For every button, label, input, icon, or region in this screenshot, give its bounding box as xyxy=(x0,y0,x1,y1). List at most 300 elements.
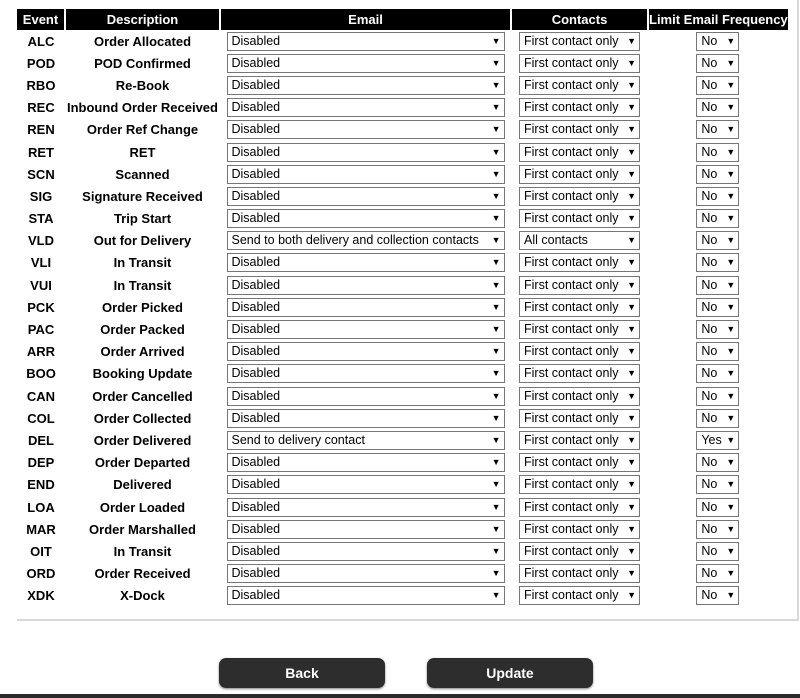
table-row xyxy=(17,230,788,252)
email-select[interactable] xyxy=(227,475,505,494)
limit-frequency-select[interactable] xyxy=(696,32,739,51)
chevron-down-icon: ▼ xyxy=(627,501,636,512)
email-cell xyxy=(220,230,511,252)
limit-select-value: No xyxy=(701,100,718,115)
limit-select-value: No xyxy=(701,566,718,581)
contacts-cell xyxy=(511,52,648,74)
chevron-down-icon: ▼ xyxy=(627,213,636,224)
limit-select-value: No xyxy=(701,188,718,203)
email-select-value: Disabled xyxy=(231,499,281,514)
chevron-down-icon: ▼ xyxy=(491,35,501,46)
chevron-down-icon: ▼ xyxy=(726,279,736,290)
event-code: VUI xyxy=(30,277,52,293)
event-description: Signature Received xyxy=(82,188,203,204)
contacts-select[interactable] xyxy=(519,32,640,51)
limit-cell xyxy=(648,52,788,74)
contacts-select-value: First contact only xyxy=(524,499,619,514)
table-row xyxy=(17,30,788,52)
limit-cell xyxy=(648,540,788,562)
email-select[interactable] xyxy=(227,32,505,51)
email-select-value: Disabled xyxy=(231,77,281,92)
back-button[interactable]: Back xyxy=(219,658,385,688)
event-description: Order Packed xyxy=(100,322,185,338)
table-row xyxy=(17,563,788,585)
contacts-select-value: First contact only xyxy=(524,255,619,270)
contacts-cell xyxy=(511,429,648,451)
table-row xyxy=(17,585,788,607)
contacts-select-value: First contact only xyxy=(524,188,619,203)
email-cell xyxy=(220,563,511,585)
event-description: Order Delivered xyxy=(93,432,192,448)
limit-select-value: No xyxy=(701,299,718,314)
limit-frequency-select[interactable] xyxy=(696,586,739,605)
chevron-down-icon: ▼ xyxy=(627,190,636,201)
chevron-down-icon: ▼ xyxy=(491,590,501,601)
event-description: Order Marshalled xyxy=(89,521,196,537)
email-select[interactable] xyxy=(227,542,505,561)
chevron-down-icon: ▼ xyxy=(627,523,636,534)
chevron-down-icon: ▼ xyxy=(726,324,736,335)
contacts-select[interactable] xyxy=(519,542,640,561)
event-description: Out for Delivery xyxy=(93,233,192,249)
email-select-value: Disabled xyxy=(231,211,281,226)
contacts-cell xyxy=(511,230,648,252)
limit-frequency-select[interactable] xyxy=(696,320,739,339)
contacts-cell xyxy=(511,585,648,607)
chevron-down-icon: ▼ xyxy=(627,568,636,579)
event-code: LOA xyxy=(27,499,55,515)
event-code: DEL xyxy=(28,432,54,448)
table-row xyxy=(17,208,788,230)
email-cell xyxy=(220,141,511,163)
chevron-down-icon: ▼ xyxy=(726,190,736,201)
limit-frequency-select[interactable] xyxy=(696,453,739,472)
chevron-down-icon: ▼ xyxy=(627,57,636,68)
event-description: Order Loaded xyxy=(99,499,186,515)
email-select[interactable] xyxy=(227,231,505,250)
chevron-down-icon: ▼ xyxy=(491,213,501,224)
chevron-down-icon: ▼ xyxy=(627,434,636,445)
email-select-value: Disabled xyxy=(231,588,281,603)
email-select[interactable] xyxy=(227,165,505,184)
limit-frequency-select[interactable] xyxy=(696,98,739,117)
chevron-down-icon: ▼ xyxy=(491,412,501,423)
email-select[interactable] xyxy=(227,364,505,383)
chevron-down-icon: ▼ xyxy=(726,235,736,246)
table-row xyxy=(17,74,788,96)
limit-frequency-select[interactable] xyxy=(696,342,739,361)
contacts-select-value: First contact only xyxy=(524,388,619,403)
limit-cell xyxy=(648,252,788,274)
event-description: Order Picked xyxy=(102,299,183,315)
limit-frequency-select[interactable] xyxy=(696,253,739,272)
email-select-value: Disabled xyxy=(231,366,281,381)
limit-cell xyxy=(648,74,788,96)
contacts-select-value: First contact only xyxy=(524,166,619,181)
contacts-cell xyxy=(511,363,648,385)
email-select[interactable] xyxy=(227,342,505,361)
email-cell xyxy=(220,496,511,518)
limit-frequency-select[interactable] xyxy=(696,54,739,73)
table-row xyxy=(17,274,788,296)
limit-select-value: No xyxy=(701,255,718,270)
chevron-down-icon: ▼ xyxy=(491,257,501,268)
contacts-select-value: First contact only xyxy=(524,100,619,115)
limit-frequency-select[interactable] xyxy=(696,409,739,428)
email-cell xyxy=(220,429,511,451)
event-description: Inbound Order Received xyxy=(67,100,218,116)
limit-cell xyxy=(648,563,788,585)
event-code: RBO xyxy=(26,77,56,93)
limit-frequency-select[interactable] xyxy=(696,542,739,561)
limit-cell xyxy=(648,585,788,607)
email-cell xyxy=(220,30,511,52)
chevron-down-icon: ▼ xyxy=(491,146,501,157)
chevron-down-icon: ▼ xyxy=(726,168,736,179)
email-select[interactable] xyxy=(227,520,505,539)
limit-select-value: No xyxy=(701,233,718,248)
contacts-select-value: First contact only xyxy=(524,55,619,70)
chevron-down-icon: ▼ xyxy=(491,57,501,68)
contacts-select[interactable] xyxy=(519,342,640,361)
email-select[interactable] xyxy=(227,187,505,206)
chevron-down-icon: ▼ xyxy=(627,235,636,246)
chevron-down-icon: ▼ xyxy=(726,479,736,490)
contacts-cell xyxy=(511,74,648,96)
chevron-down-icon: ▼ xyxy=(627,146,636,157)
email-select[interactable] xyxy=(227,453,505,472)
email-select[interactable] xyxy=(227,298,505,317)
contacts-select[interactable] xyxy=(519,298,640,317)
header-event: Event xyxy=(17,9,65,30)
limit-cell xyxy=(648,318,788,340)
email-select-value: Disabled xyxy=(231,344,281,359)
contacts-select[interactable] xyxy=(519,231,640,250)
chevron-down-icon: ▼ xyxy=(726,368,736,379)
event-description: In Transit xyxy=(113,277,172,293)
chevron-down-icon: ▼ xyxy=(627,368,636,379)
event-code: PCK xyxy=(27,299,55,315)
limit-cell xyxy=(648,452,788,474)
chevron-down-icon: ▼ xyxy=(627,346,636,357)
chevron-down-icon: ▼ xyxy=(726,501,736,512)
contacts-select[interactable] xyxy=(519,475,640,494)
chevron-down-icon: ▼ xyxy=(627,412,636,423)
chevron-down-icon: ▼ xyxy=(627,590,636,601)
table-row xyxy=(17,318,788,340)
contacts-select[interactable] xyxy=(519,364,640,383)
update-button[interactable]: Update xyxy=(427,658,593,688)
chevron-down-icon: ▼ xyxy=(726,346,736,357)
table-row xyxy=(17,518,788,540)
event-code: DEP xyxy=(27,455,55,471)
limit-select-value: No xyxy=(701,388,718,403)
chevron-down-icon: ▼ xyxy=(726,523,736,534)
limit-frequency-select[interactable] xyxy=(696,143,739,162)
email-select-value: Disabled xyxy=(231,144,281,159)
contacts-select-value: First contact only xyxy=(524,299,619,314)
event-code: REN xyxy=(27,122,55,138)
chevron-down-icon: ▼ xyxy=(491,124,501,135)
email-select-value: Disabled xyxy=(231,166,281,181)
chevron-down-icon: ▼ xyxy=(726,102,736,113)
limit-frequency-select[interactable] xyxy=(696,76,739,95)
contacts-select[interactable] xyxy=(519,54,640,73)
limit-cell xyxy=(648,474,788,496)
chevron-down-icon: ▼ xyxy=(627,102,636,113)
contacts-select[interactable] xyxy=(519,453,640,472)
event-description: In Transit xyxy=(113,255,172,271)
email-select-value: Disabled xyxy=(231,543,281,558)
event-code: SCN xyxy=(27,166,55,182)
contacts-select-value: First contact only xyxy=(524,144,619,159)
email-select[interactable] xyxy=(227,431,505,450)
contacts-select[interactable] xyxy=(519,320,640,339)
event-code: OIT xyxy=(30,543,52,559)
table-row xyxy=(17,341,788,363)
limit-cell xyxy=(648,363,788,385)
event-description: Order Received xyxy=(94,566,191,582)
limit-frequency-select[interactable] xyxy=(696,120,739,139)
chevron-down-icon: ▼ xyxy=(726,390,736,401)
contacts-select-value: First contact only xyxy=(524,566,619,581)
contacts-cell xyxy=(511,185,648,207)
contacts-cell xyxy=(511,296,648,318)
email-cell xyxy=(220,274,511,296)
contacts-select[interactable] xyxy=(519,276,640,295)
contacts-select[interactable] xyxy=(519,253,640,272)
contacts-select[interactable] xyxy=(519,120,640,139)
chevron-down-icon: ▼ xyxy=(491,457,501,468)
limit-frequency-select[interactable] xyxy=(696,564,739,583)
contacts-select[interactable] xyxy=(519,76,640,95)
contacts-select[interactable] xyxy=(519,209,640,228)
contacts-select-value: First contact only xyxy=(524,344,619,359)
contacts-select[interactable] xyxy=(519,143,640,162)
event-description: Order Ref Change xyxy=(86,122,199,138)
email-select-value: Disabled xyxy=(231,277,281,292)
contacts-select[interactable] xyxy=(519,165,640,184)
table-row xyxy=(17,296,788,318)
contacts-select-value: First contact only xyxy=(524,322,619,337)
chevron-down-icon: ▼ xyxy=(627,79,636,90)
limit-frequency-select[interactable] xyxy=(696,387,739,406)
limit-cell xyxy=(648,119,788,141)
table-row xyxy=(17,429,788,451)
limit-frequency-select[interactable] xyxy=(696,520,739,539)
limit-frequency-select[interactable] xyxy=(696,475,739,494)
email-select[interactable] xyxy=(227,409,505,428)
table-row xyxy=(17,496,788,518)
header-description: Description xyxy=(65,9,220,30)
chevron-down-icon: ▼ xyxy=(627,168,636,179)
email-select-value: Disabled xyxy=(231,322,281,337)
chevron-down-icon: ▼ xyxy=(726,590,736,601)
event-code: SIG xyxy=(29,188,53,204)
event-code: VLI xyxy=(30,255,52,271)
email-select-value: Send to both delivery and collection contacts xyxy=(231,233,479,248)
table-header-row xyxy=(17,9,788,30)
email-select-value: Disabled xyxy=(231,521,281,536)
email-cell xyxy=(220,452,511,474)
contacts-cell xyxy=(511,385,648,407)
limit-cell xyxy=(648,97,788,119)
contacts-select[interactable] xyxy=(519,564,640,583)
contacts-select-value: First contact only xyxy=(524,521,619,536)
table-row xyxy=(17,97,788,119)
contacts-select[interactable] xyxy=(519,431,640,450)
chevron-down-icon: ▼ xyxy=(627,279,636,290)
limit-frequency-select[interactable] xyxy=(696,231,739,250)
chevron-down-icon: ▼ xyxy=(726,124,736,135)
header-limit-email-frequency: Limit Email Frequency xyxy=(648,9,788,30)
event-description: Delivered xyxy=(113,477,172,493)
chevron-down-icon: ▼ xyxy=(726,412,736,423)
contacts-select[interactable] xyxy=(519,409,640,428)
email-cell xyxy=(220,252,511,274)
chevron-down-icon: ▼ xyxy=(726,146,736,157)
contacts-select-value: First contact only xyxy=(524,277,619,292)
limit-select-value: No xyxy=(701,211,718,226)
contacts-select-value: First contact only xyxy=(524,432,619,447)
chevron-down-icon: ▼ xyxy=(726,545,736,556)
email-select-value: Disabled xyxy=(231,299,281,314)
header-email: Email xyxy=(220,9,511,30)
email-select[interactable] xyxy=(227,586,505,605)
contacts-select-value: First contact only xyxy=(524,211,619,226)
limit-select-value: No xyxy=(701,77,718,92)
contacts-cell xyxy=(511,97,648,119)
contacts-cell xyxy=(511,141,648,163)
limit-frequency-select[interactable] xyxy=(696,364,739,383)
contacts-select[interactable] xyxy=(519,98,640,117)
limit-frequency-select[interactable] xyxy=(696,209,739,228)
email-select[interactable] xyxy=(227,387,505,406)
email-select-value: Disabled xyxy=(231,410,281,425)
chevron-down-icon: ▼ xyxy=(627,457,636,468)
contacts-cell xyxy=(511,540,648,562)
contacts-select-value: First contact only xyxy=(524,588,619,603)
email-select[interactable] xyxy=(227,76,505,95)
email-select-value: Send to delivery contact xyxy=(231,432,365,447)
chevron-down-icon: ▼ xyxy=(491,235,501,246)
limit-select-value: No xyxy=(701,366,718,381)
limit-cell xyxy=(648,429,788,451)
event-description: Booking Update xyxy=(92,366,193,382)
table-row xyxy=(17,141,788,163)
email-select[interactable] xyxy=(227,98,505,117)
email-cell xyxy=(220,474,511,496)
limit-cell xyxy=(648,30,788,52)
contacts-select[interactable] xyxy=(519,387,640,406)
event-code: REC xyxy=(27,100,55,116)
frame-border-bottom xyxy=(17,619,799,621)
contacts-cell xyxy=(511,119,648,141)
email-select[interactable] xyxy=(227,54,505,73)
event-description: POD Confirmed xyxy=(94,55,191,71)
contacts-select[interactable] xyxy=(519,520,640,539)
header-contacts: Contacts xyxy=(511,9,648,30)
email-cell xyxy=(220,74,511,96)
contacts-cell xyxy=(511,30,648,52)
limit-select-value: No xyxy=(701,122,718,137)
contacts-cell xyxy=(511,474,648,496)
limit-frequency-select[interactable] xyxy=(696,276,739,295)
contacts-cell xyxy=(511,496,648,518)
table-row xyxy=(17,252,788,274)
event-code: STA xyxy=(28,211,54,227)
table-row xyxy=(17,474,788,496)
limit-cell xyxy=(648,208,788,230)
limit-select-value: No xyxy=(701,499,718,514)
contacts-select-value: All contacts xyxy=(524,233,588,248)
contacts-select[interactable] xyxy=(519,498,640,517)
email-cell xyxy=(220,208,511,230)
chevron-down-icon: ▼ xyxy=(627,479,636,490)
event-code: XDK xyxy=(27,588,55,604)
chevron-down-icon: ▼ xyxy=(491,568,501,579)
email-select[interactable] xyxy=(227,209,505,228)
limit-select-value: No xyxy=(701,277,718,292)
limit-frequency-select[interactable] xyxy=(696,187,739,206)
limit-frequency-select[interactable] xyxy=(696,298,739,317)
event-description: RET xyxy=(129,144,156,160)
contacts-select[interactable] xyxy=(519,586,640,605)
contacts-cell xyxy=(511,518,648,540)
email-select[interactable] xyxy=(227,564,505,583)
event-description: Trip Start xyxy=(113,211,172,227)
chevron-down-icon: ▼ xyxy=(627,390,636,401)
event-code: CAN xyxy=(26,388,56,404)
email-select[interactable] xyxy=(227,320,505,339)
limit-frequency-select[interactable] xyxy=(696,165,739,184)
email-select[interactable] xyxy=(227,498,505,517)
event-code: POD xyxy=(26,55,56,71)
email-select-value: Disabled xyxy=(231,255,281,270)
email-cell xyxy=(220,296,511,318)
limit-cell xyxy=(648,163,788,185)
event-code: COL xyxy=(27,410,55,426)
table-row xyxy=(17,407,788,429)
chevron-down-icon: ▼ xyxy=(491,102,501,113)
event-description: Order Departed xyxy=(94,455,191,471)
email-select[interactable] xyxy=(227,143,505,162)
event-description: Order Collected xyxy=(93,410,192,426)
contacts-select-value: First contact only xyxy=(524,366,619,381)
table-row xyxy=(17,452,788,474)
chevron-down-icon: ▼ xyxy=(491,368,501,379)
limit-cell xyxy=(648,341,788,363)
limit-cell xyxy=(648,185,788,207)
email-select[interactable] xyxy=(227,276,505,295)
email-select-value: Disabled xyxy=(231,188,281,203)
contacts-select[interactable] xyxy=(519,187,640,206)
email-select-value: Disabled xyxy=(231,455,281,470)
email-select[interactable] xyxy=(227,253,505,272)
chevron-down-icon: ▼ xyxy=(726,434,736,445)
limit-frequency-select[interactable] xyxy=(696,498,739,517)
email-cell xyxy=(220,318,511,340)
chevron-down-icon: ▼ xyxy=(491,279,501,290)
limit-select-value: No xyxy=(701,344,718,359)
chevron-down-icon: ▼ xyxy=(726,457,736,468)
limit-select-value: No xyxy=(701,477,718,492)
limit-select-value: No xyxy=(701,410,718,425)
limit-frequency-select[interactable] xyxy=(696,431,739,450)
contacts-select-value: First contact only xyxy=(524,77,619,92)
email-select[interactable] xyxy=(227,120,505,139)
table-row xyxy=(17,163,788,185)
